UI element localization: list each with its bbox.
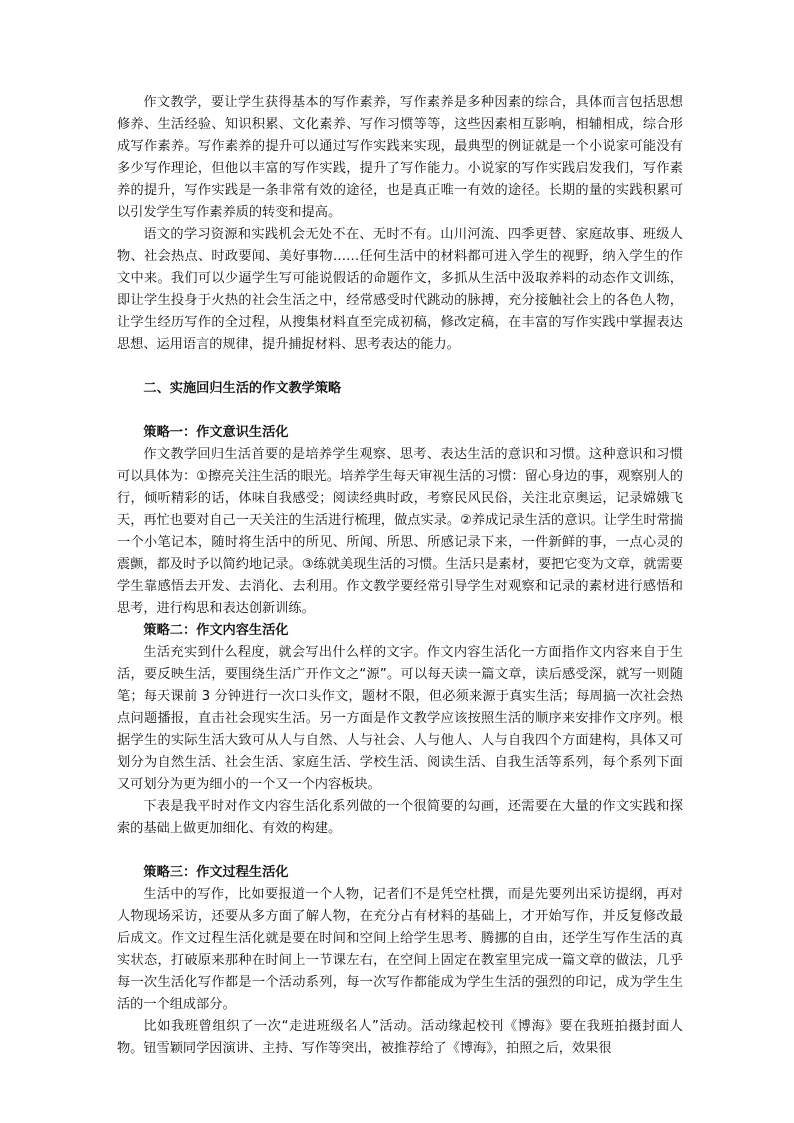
strategy-heading-3: 策略三：作文过程生活化 — [143, 865, 289, 880]
document-page — [117, 92, 683, 1060]
section-heading-2: 二、实施回归生活的作文教学策略 — [143, 381, 342, 396]
paragraph-strategy-3: 生活中的写作，比如要报道一个人物，记者们不是凭空杜撰，而是先要列出采访提纲，再对人物现场采访，还要从多方面了解人物，在充分占有材料的基础上，才开始写作，并反复修改最后成文。作文过程生活化就是要在时间和空间上给学生思考、腾挪的自由，还学生写作生活的真实状态，打破原来那种在时间上一节课左右，在空间上固定在教室里完成一篇文章的做法，几乎每一次生活化写作都是一个活动系列，每一次写作都能成为学生生活的强烈的印记，成为学生生活的一个组成部分。 — [117, 887, 683, 1012]
paragraph-strategy-2: 生活充实到什么程度，就会写出什么样的文字。作文内容生活化一方面指作文内容来自于生活，要反映生活，要围绕生活广开作文之“源”。可以每天读一篇文章，读后感受深，就写一则随笔；每天课前 3 分钟进行一次口头作文，题材不限，但必须来源于真实生活；每周搞一次社会热点问题播报，直击社会现实生活。另一方面是作文教学应该按照生活的顺序来安排作文序列。根据学生的实际生活大致可从人与自然、人与社会、人与他人、人与自我四个方面建构，具体又可划分为自然生活、社会生活、家庭生活、学校生活、阅读生活、自我生活等系列，每个系列下面又可划分为更为细小的一个又一个内容板块。 — [117, 645, 683, 792]
paragraph-learning-resources: 语文的学习资源和实践机会无处不在、无时不有。山川河流、四季更替、家庭故事、班级人物、社会热点、时政要闻、美好事物……任何生活中的材料都可进入学生的视野，纳入学生的作文中来。我们可以少逼学生写可能说假话的命题作文，多抓从生活中汲取养料的动态作文训练，即让学生投身于火热的社会生活之中，经常感受时代跳动的脉搏，充分接触社会上的各色人物，让学生经历写作的全过程，从搜集材料直至完成初稿，修改定稿，在丰富的写作实践中掌握表达思想、运用语言的规律，提升捕捉材料、思考表达的能力。 — [117, 227, 683, 352]
spacer — [117, 356, 683, 378]
paragraph-writing-literacy: 作文教学，要让学生获得基本的写作素养，写作素养是多种因素的综合，具体而言包括思想修养、生活经验、知识积累、文化素养、写作习惯等等，这些因素相互影响，相辅相成，综合形成写作素养。写作素养的提升可以通过写作实践来实现，最典型的例证就是一个小说家可能没有多少写作理论，但他以丰富的写作实践，提升了写作能力。小说家的写作实践启发我们，写作素养的提升，写作实践是一条非常有效的途径，也是真正唯一有效的途径。长期的量的实践积累可以引发学生写作素养质的转变和提高。 — [117, 95, 683, 220]
strategy-heading-2: 策略二：作文内容生活化 — [143, 623, 289, 638]
paragraph-table-note: 下表是我平时对作文内容生活化系列做的一个很简要的勾画，还需要在大量的作文实践和探索的基础上做更加细化、有效的构建。 — [117, 799, 683, 836]
spacer — [117, 400, 683, 422]
spacer — [117, 840, 683, 862]
strategy-heading-1: 策略一：作文意识生活化 — [143, 425, 289, 440]
paragraph-strategy-1: 作文教学回归生活首要的是培养学生观察、思考、表达生活的意识和习惯。这种意识和习惯可以具体为：①擦亮关注生活的眼光。培养学生每天审视生活的习惯：留心身边的事，观察别人的行，倾听精彩的话，体味自我感受；阅读经典时政，考察民风民俗，关注北京奥运，记录嫦娥飞天，再忙也要对自己一天关注的生活进行梳理，做点实录。②养成记录生活的意识。让学生时常揣一个小笔记本，随时将生活中的所见、所闻、所思、所感记录下来，一件新鲜的事，一点心灵的震颤，都及时予以简约地记录。③练就美现生活的习惯。生活只是素材，要把它变为文章，就需要学生靠感悟去开发、去消化、去利用。作文教学要经常引导学生对观察和记录的素材进行感悟和思考，进行构思和表达创新训练。 — [117, 447, 683, 616]
paragraph-example-activity: 比如我班曾组织了一次“走进班级名人”活动。活动缘起校刊《博海》要在我班拍摄封面人物。钮雪颖同学因演讲、主持、写作等突出，被推荐给了《博海》，拍照之后，效果很 — [117, 1019, 683, 1056]
